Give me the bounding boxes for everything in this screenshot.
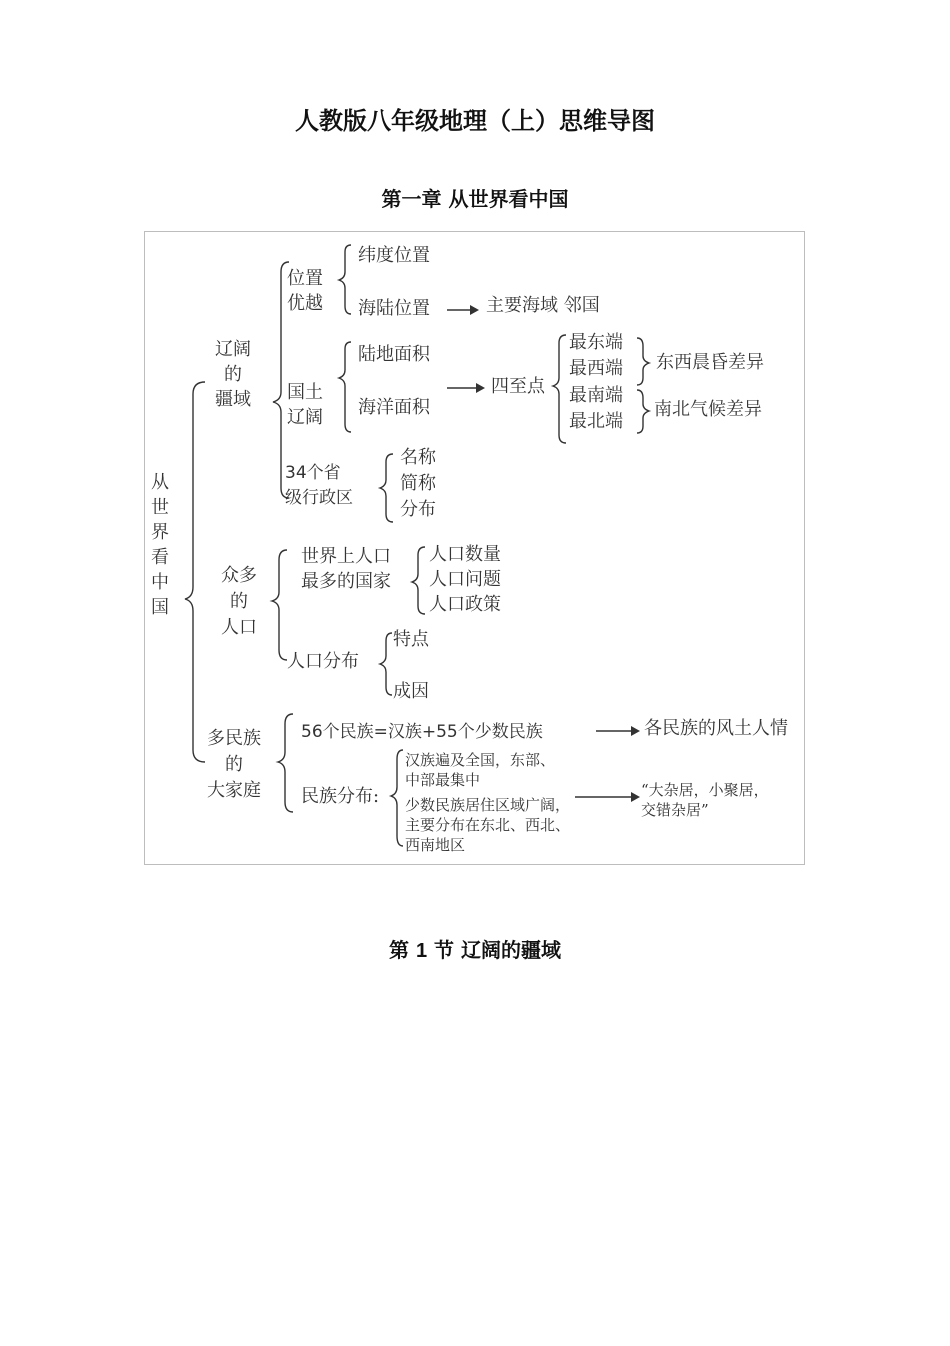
section-title: 第 1 节 辽阔的疆域 <box>388 938 562 962</box>
ew-brace <box>637 338 649 385</box>
chapter-title: 第一章 从世界看中国 <box>381 187 569 211</box>
population-problems: 人口问题 <box>429 569 501 590</box>
land-label: 国土 辽阔 <box>287 382 323 428</box>
east-west-difference: 东西晨昏差异 <box>656 352 764 373</box>
position-label: 位置 优越 <box>287 268 323 314</box>
extreme-east: 最东端 <box>569 332 623 353</box>
ns-brace <box>637 390 649 433</box>
most-populous-brace <box>412 547 425 614</box>
provinces-brace <box>380 454 393 522</box>
ethnic-distribution-brace <box>391 750 403 846</box>
settlement-pattern: “大杂居，小聚居， 交错杂居” <box>641 781 769 819</box>
position-brace <box>339 245 351 314</box>
root-label: 从世界看中国 <box>151 472 169 618</box>
province-name: 名称 <box>400 447 436 468</box>
population-distribution-label: 人口分布 <box>287 651 359 672</box>
fifty-six-ethnic-groups: 56个民族=汉族+55个少数民族 <box>301 722 543 742</box>
land-brace <box>339 342 351 432</box>
most-populous-label: 世界上人口 最多的国家 <box>301 546 391 592</box>
north-south-difference: 南北气候差异 <box>654 399 762 420</box>
mind-map <box>144 231 805 865</box>
document-title: 人教版八年级地理（上）思维导图 <box>295 107 655 135</box>
province-distribution: 分布 <box>400 499 436 520</box>
ethnic-customs: 各民族的风土人情 <box>644 718 788 739</box>
extreme-north: 最北端 <box>569 411 623 432</box>
arrow-pattern <box>575 792 640 802</box>
population-label: 众多 的 人口 <box>221 565 257 638</box>
population-size: 人口数量 <box>429 544 501 565</box>
sea-area: 海洋面积 <box>358 397 430 418</box>
land-sea-position: 海陆位置 <box>358 298 430 319</box>
root-brace <box>185 382 205 762</box>
ethnic-distribution-label: 民族分布: <box>301 786 380 807</box>
provinces-label: 34个省 级行政区 <box>285 463 353 508</box>
latitude-position: 纬度位置 <box>358 245 430 266</box>
arrow-extremes <box>447 383 485 393</box>
distribution-causes: 成因 <box>393 681 429 702</box>
distribution-features: 特点 <box>393 629 429 650</box>
distribution-brace <box>380 633 392 695</box>
extremes-brace <box>553 335 566 443</box>
ethnic-family-label: 多民族 的 大家庭 <box>207 728 261 801</box>
extreme-south: 最南端 <box>569 385 623 406</box>
extreme-points-label: 四至点 <box>491 376 545 397</box>
han-distribution: 汉族遍及全国，东部、 中部最集中 <box>405 751 556 789</box>
land-area: 陆地面积 <box>358 344 430 365</box>
ethnic-brace <box>278 714 293 812</box>
seas-and-neighbors: 主要海域 邻国 <box>486 295 600 316</box>
minority-distribution: 少数民族居住区域广阔， 主要分布在东北、西北、 西南地区 <box>405 796 571 854</box>
arrow-land-sea <box>447 305 479 315</box>
vast-territory-label: 辽阔 的 疆域 <box>215 339 251 410</box>
arrow-customs <box>596 726 640 736</box>
province-abbreviation: 简称 <box>400 473 436 494</box>
extreme-west: 最西端 <box>569 358 623 379</box>
population-policy: 人口政策 <box>429 594 501 615</box>
population-brace <box>272 550 287 660</box>
